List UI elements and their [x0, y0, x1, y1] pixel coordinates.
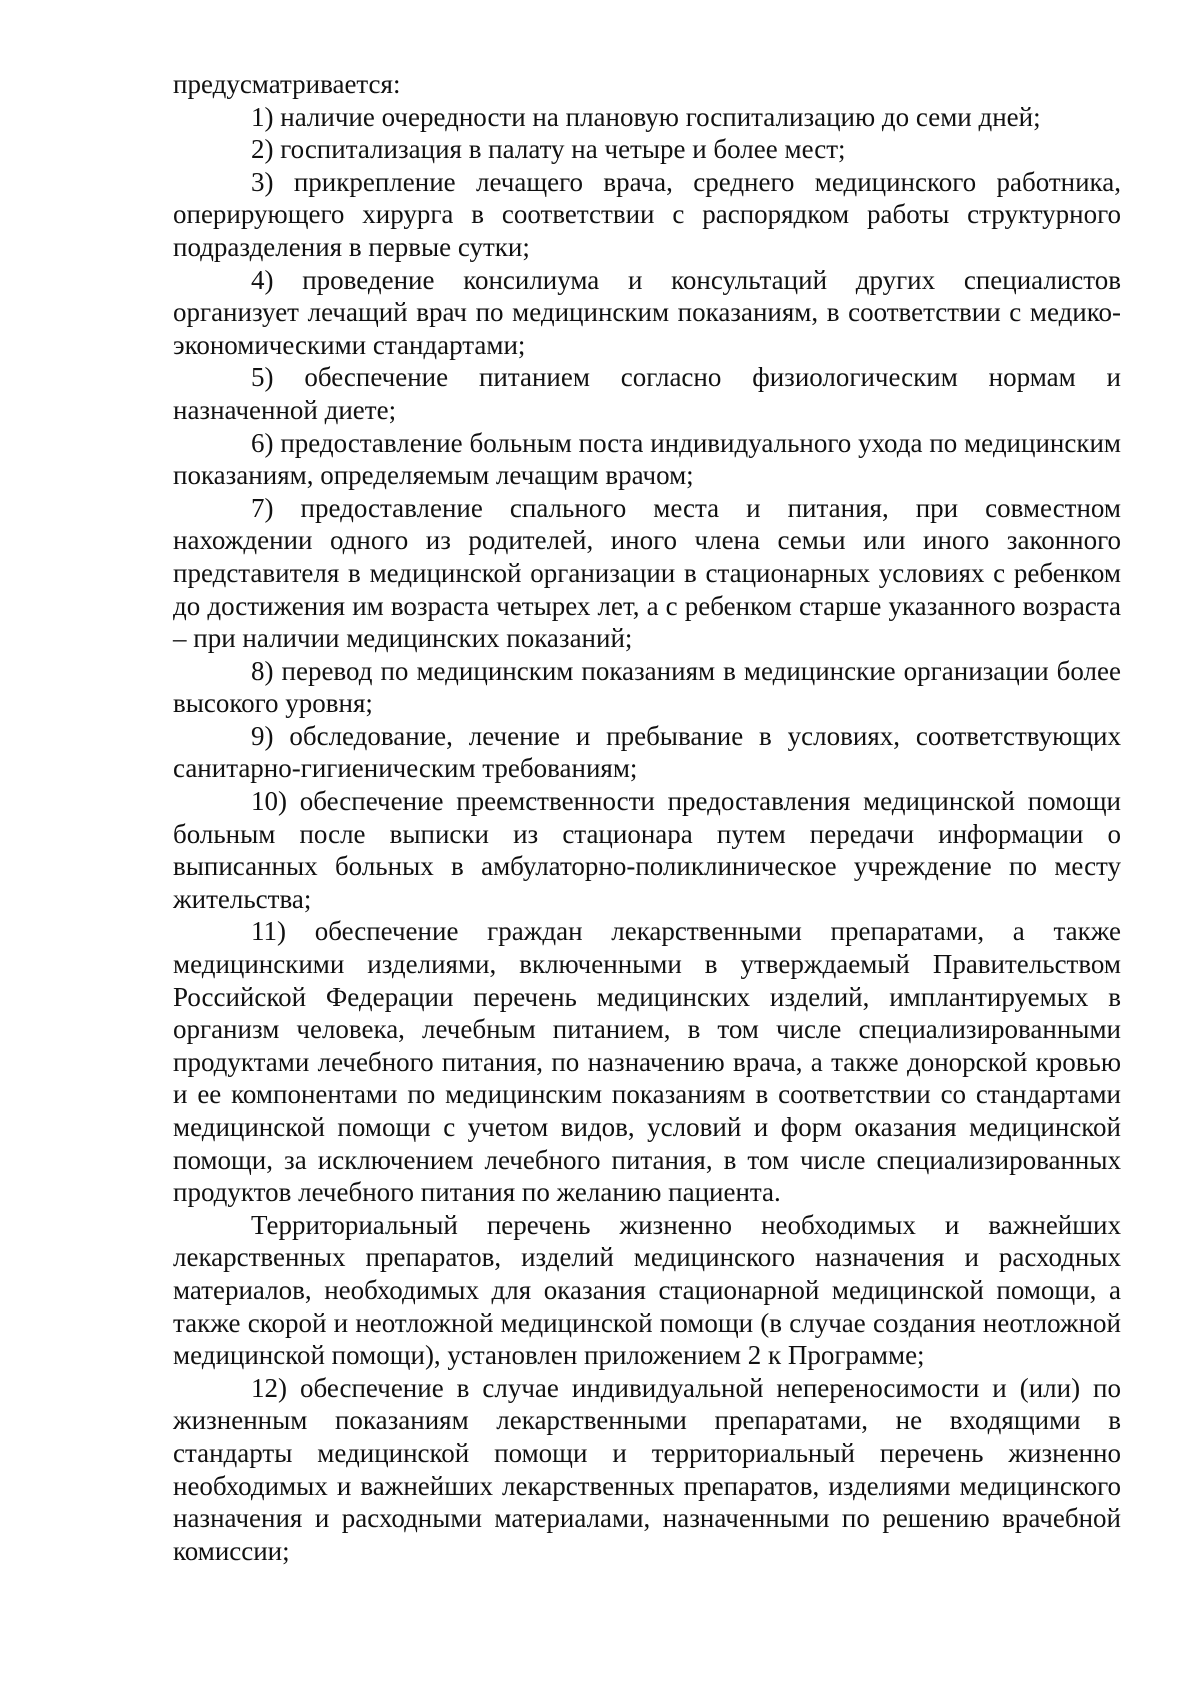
list-item-8: 8) перевод по медицинским показаниям в медицинские организации более высокого уровня;: [173, 655, 1121, 719]
list-item-3: 3) прикрепление лечащего врача, среднего медицинского работника, оперирующего хирурга в соответствии с распорядком работы структурного подразделения в первые сутки;: [173, 166, 1121, 262]
list-item-9: 9) обследование, лечение и пребывание в условиях, соответствующих санитарно-гигиеническим требованиям;: [173, 720, 1121, 784]
list-item-1: 1) наличие очередности на плановую госпитализацию до семи дней;: [251, 101, 1041, 132]
list-item-4: 4) проведение консилиума и консультаций других специалистов организует лечащий врач по медицинским показаниям, в соответствии с медико-экономическими стандартами;: [173, 264, 1121, 360]
list-item-7: 7) предоставление спального места и питания, при совместном нахождении одного из родителей, иного члена семьи или иного законного представителя в медицинской организации в стационарных условиях с ребенком до достижения им возраста четырех лет, а с ребенком старше указанного возраста – при наличии медицинских показаний;: [173, 492, 1121, 654]
list-item-5: 5) обеспечение питанием согласно физиологическим нормам и назначенной диете;: [173, 362, 1121, 425]
territorial-list-paragraph: Территориальный перечень жизненно необходимых и важнейших лекарственных препаратов, изделий медицинского назначения и расходных материалов, необходимых для оказания стационарной медицинской помощи, а также скорой и неотложной медицинской помощи (в случае создания неотложной медицинской помощи), установлен приложением 2 к Программе;: [173, 1209, 1121, 1371]
list-item-10: 10) обеспечение преемственности предоставления медицинской помощи больным после выписки из стационара путем передачи информации о выписанных больных в амбулаторно-поликлиническое учреждение по месту жительства;: [173, 786, 1121, 914]
document-page: [173, 68, 1121, 1567]
paragraph-continuation: предусматривается:: [173, 69, 401, 99]
list-item-11: 11) обеспечение граждан лекарственными препаратами, а также медицинскими изделиями, включенными в утверждаемый Правительством Российской Федерации перечень медицинских изделий, имплантируемых в организм человека, лечебным питанием, в том числе специализированными продуктами лечебного питания, по назначению врача, а также донорской кровью и ее компонентами по медицинским показаниям в соответствии со стандартами медицинской помощи с учетом видов, условий и форм оказания медицинской помощи, за исключением лечебного питания, в том числе специализированных продуктов лечебного питания по желанию пациента.: [173, 916, 1121, 1208]
list-item-6: 6) предоставление больным поста индивидуального ухода по медицинским показаниям, определяемым лечащим врачом;: [173, 427, 1121, 491]
list-item-12: 12) обеспечение в случае индивидуальной непереносимости и (или) по жизненным показаниям лекарственными препаратами, не входящими в стандарты медицинской помощи и территориальный перечень жизненно необходимых и важнейших лекарственных препаратов, изделиями медицинского назначения и расходными материалами, назначенными по решению врачебной комиссии;: [173, 1372, 1121, 1566]
list-item-2: 2) госпитализация в палату на четыре и более мест;: [251, 134, 846, 165]
